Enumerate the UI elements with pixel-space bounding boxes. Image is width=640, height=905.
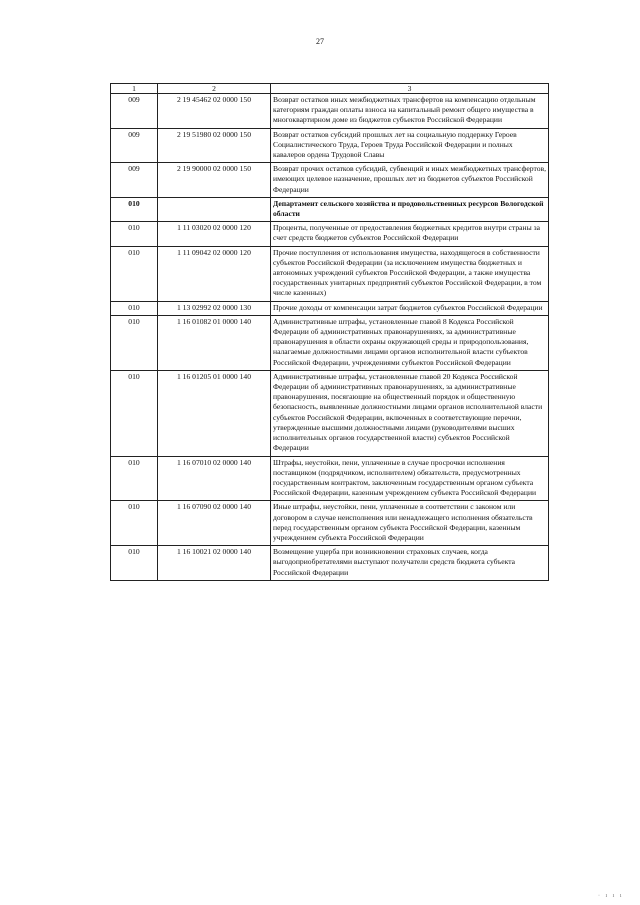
cell-budget-code: 1 16 01082 01 0000 140 <box>158 315 271 370</box>
cell-revenue-name: Штрафы, неустойки, пени, уплаченные в случае просрочки исполнения поставщиком (подрядчиком, исполнителем) обязательств, предусмотренных государственным контрактом, заключенным государственным органом субъекта Российской Федерации, казенным учреждением субъекта Российской Федерации <box>271 456 549 501</box>
budget-classification-table <box>110 83 549 581</box>
cell-admin-code: 009 <box>111 163 158 198</box>
cell-admin-code: 009 <box>111 94 158 129</box>
table-body <box>111 94 549 581</box>
table-row <box>111 246 549 301</box>
scan-edge-mark: · ı ı ı <box>598 893 624 899</box>
header-col-admin: 1 <box>111 84 158 94</box>
table-row <box>111 301 549 315</box>
table-row <box>111 163 549 198</box>
header-col-kbk: 2 <box>158 84 271 94</box>
cell-budget-code: 2 19 45462 02 0000 150 <box>158 94 271 129</box>
cell-revenue-name: Административные штрафы, установленные главой 8 Кодекса Российской Федерации об административных правонарушениях, за административные правонарушения в области охраны окружающей среды и природопользования, налагаемые должностными лицами органов исполнительной власти субъектов Российской Федерации, учреждениями субъектов Российской Федерации <box>271 315 549 370</box>
cell-revenue-name: Возврат прочих остатков субсидий, субвенций и иных межбюджетных трансфертов, имеющих целевое назначение, прошлых лет из бюджетов субъектов Российской Федерации <box>271 163 549 198</box>
cell-admin-code: 010 <box>111 546 158 581</box>
cell-revenue-name: Возмещение ущерба при возникновении страховых случаев, когда выгодоприобретателями выступают получатели средств бюджета субъекта Российской Федерации <box>271 546 549 581</box>
cell-revenue-name: Возврат остатков иных межбюджетных трансфертов на компенсацию отдельным категориям граждан оплаты взноса на капитальный ремонт общего имущества в многоквартирном доме из бюджетов субъектов Российской Федерации <box>271 94 549 129</box>
table-row <box>111 94 549 129</box>
table-row <box>111 222 549 246</box>
cell-admin-code: 010 <box>111 246 158 301</box>
cell-admin-code: 010 <box>111 501 158 546</box>
budget-table-container <box>110 83 548 581</box>
table-row <box>111 501 549 546</box>
cell-revenue-name: Административные штрафы, установленные главой 20 Кодекса Российской Федерации об административных правонарушениях, за административные правонарушения, посягающие на общественный порядок и общественную безопасность, выявленные должностными лицами органов исполнительной власти субъектов Российской Федерации, включенных в соответствующие перечни, утвержденные высшими должностными лицами (руководителями высших исполнительных органов государственной власти) субъектов Российской Федерации <box>271 370 549 456</box>
cell-revenue-name: Прочие поступления от использования имущества, находящегося в собственности субъектов Российской Федерации (за исключением имущества бюджетных и автономных учреждений субъектов Российской Федерации, а также имущества государственных унитарных предприятий субъектов Российской Федерации, в том числе казенных) <box>271 246 549 301</box>
cell-admin-code: 010 <box>111 197 158 221</box>
page-number: 27 <box>316 37 324 46</box>
cell-admin-code: 010 <box>111 456 158 501</box>
cell-revenue-name: Иные штрафы, неустойки, пени, уплаченные в соответствии с законом или договором в случае неисполнения или ненадлежащего исполнения обязательств перед государственным органом субъекта Российской Федерации, казенным учреждением субъекта Российской Федерации <box>271 501 549 546</box>
table-row <box>111 546 549 581</box>
table-row-department <box>111 197 549 221</box>
cell-budget-code: 1 16 07090 02 0000 140 <box>158 501 271 546</box>
cell-budget-code <box>158 197 271 221</box>
table-row <box>111 128 549 163</box>
cell-budget-code: 1 16 10021 02 0000 140 <box>158 546 271 581</box>
cell-revenue-name: Прочие доходы от компенсации затрат бюджетов субъектов Российской Федерации <box>271 301 549 315</box>
cell-revenue-name: Проценты, полученные от предоставления бюджетных кредитов внутри страны за счет средств бюджетов субъектов Российской Федерации <box>271 222 549 246</box>
cell-budget-code: 1 16 07010 02 0000 140 <box>158 456 271 501</box>
cell-budget-code: 1 11 03020 02 0000 120 <box>158 222 271 246</box>
table-row <box>111 370 549 456</box>
cell-admin-code: 010 <box>111 301 158 315</box>
cell-admin-code: 009 <box>111 128 158 163</box>
cell-budget-code: 2 19 51980 02 0000 150 <box>158 128 271 163</box>
cell-admin-code: 010 <box>111 222 158 246</box>
cell-revenue-name: Департамент сельского хозяйства и продовольственных ресурсов Вологодской области <box>271 197 549 221</box>
table-header-row <box>111 84 549 94</box>
cell-budget-code: 1 16 01205 01 0000 140 <box>158 370 271 456</box>
cell-revenue-name: Возврат остатков субсидий прошлых лет на социальную поддержку Героев Социалистического Труда, Героев Труда Российской Федерации и полных кавалеров ордена Трудовой Славы <box>271 128 549 163</box>
header-col-name: 3 <box>271 84 549 94</box>
cell-budget-code: 2 19 90000 02 0000 150 <box>158 163 271 198</box>
table-row <box>111 315 549 370</box>
cell-budget-code: 1 13 02992 02 0000 130 <box>158 301 271 315</box>
table-row <box>111 456 549 501</box>
cell-admin-code: 010 <box>111 315 158 370</box>
cell-budget-code: 1 11 09042 02 0000 120 <box>158 246 271 301</box>
cell-admin-code: 010 <box>111 370 158 456</box>
